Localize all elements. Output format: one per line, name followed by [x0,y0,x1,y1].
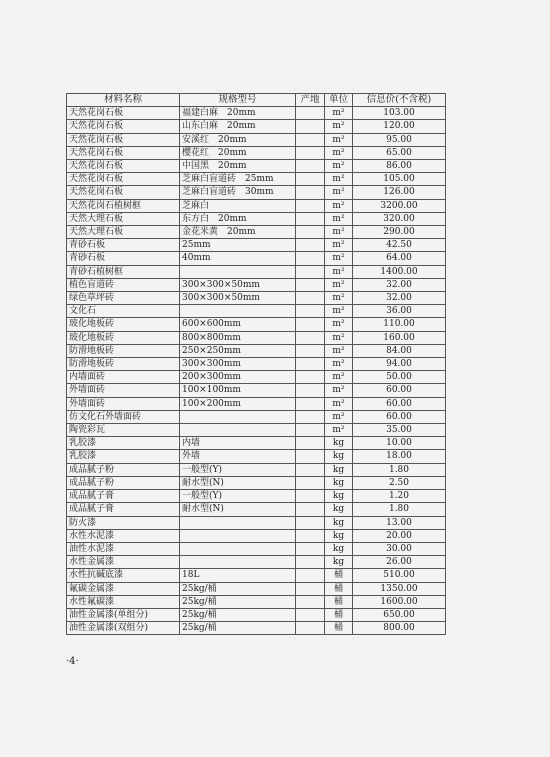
spec-model-cell: 25kg/桶 [180,582,296,595]
price-cell: 120.00 [353,120,446,133]
unit-cell: m² [325,186,353,199]
table-row [67,265,446,278]
material-name-cell: 内墙面砖 [67,371,180,384]
origin-cell [296,622,325,635]
spec-model-cell: 山东白麻 20mm [180,120,296,133]
table-row [67,146,446,159]
price-cell: 20.00 [353,529,446,542]
origin-cell [296,239,325,252]
unit-cell: 桶 [325,608,353,621]
spec-model-cell: 300×300×50mm [180,292,296,305]
table-row [67,595,446,608]
material-name-cell: 水性金属漆 [67,556,180,569]
table-row [67,120,446,133]
spec-model-cell [180,542,296,555]
unit-cell: m² [325,424,353,437]
price-cell: 60.00 [353,384,446,397]
material-name-cell: 防滑地板砖 [67,344,180,357]
origin-cell [296,371,325,384]
unit-cell: m² [325,410,353,423]
material-name-cell: 玻化地板砖 [67,318,180,331]
spec-model-cell: 40mm [180,252,296,265]
material-name-cell: 天然花岗石板 [67,120,180,133]
header-unit: 单位 [325,94,353,107]
origin-cell [296,186,325,199]
price-table [66,93,446,635]
spec-model-cell [180,410,296,423]
price-cell: 94.00 [353,358,446,371]
material-name-cell: 防滑地板砖 [67,358,180,371]
table-row [67,331,446,344]
origin-cell [296,516,325,529]
spec-model-cell: 安溪红 20mm [180,133,296,146]
price-cell: 1400.00 [353,265,446,278]
origin-cell [296,410,325,423]
material-name-cell: 油性金属漆(单组分) [67,608,180,621]
material-name-cell: 氟碳金属漆 [67,582,180,595]
material-name-cell: 天然花岗石板 [67,133,180,146]
material-name-cell: 文化石 [67,305,180,318]
material-name-cell: 外墙面砖 [67,384,180,397]
price-cell: 1.80 [353,503,446,516]
material-name-cell: 青砂石植树框 [67,265,180,278]
unit-cell: kg [325,516,353,529]
price-cell: 800.00 [353,622,446,635]
material-name-cell: 水性水泥漆 [67,529,180,542]
table-row [67,410,446,423]
price-cell: 18.00 [353,450,446,463]
table-row [67,318,446,331]
price-cell: 13.00 [353,516,446,529]
material-name-cell: 天然大理石板 [67,226,180,239]
table-row [67,199,446,212]
origin-cell [296,331,325,344]
unit-cell: kg [325,490,353,503]
material-name-cell: 油性水泥漆 [67,542,180,555]
origin-cell [296,107,325,120]
spec-model-cell: 25kg/桶 [180,608,296,621]
spec-model-cell: 内墙 [180,437,296,450]
price-cell: 64.00 [353,252,446,265]
price-cell: 84.00 [353,344,446,357]
price-cell: 126.00 [353,186,446,199]
table-row [67,252,446,265]
origin-cell [296,463,325,476]
material-name-cell: 成品腻子膏 [67,490,180,503]
table-row [67,305,446,318]
material-name-cell: 植色盲道砖 [67,278,180,291]
spec-model-cell: 一般型(Y) [180,490,296,503]
material-name-cell: 外墙面砖 [67,397,180,410]
origin-cell [296,318,325,331]
header-price: 信息价(不含税) [353,94,446,107]
origin-cell [296,305,325,318]
origin-cell [296,569,325,582]
material-name-cell: 水性氟碳漆 [67,595,180,608]
material-name-cell: 水性抗碱底漆 [67,569,180,582]
material-name-cell: 乳胶漆 [67,437,180,450]
origin-cell [296,344,325,357]
unit-cell: m² [325,226,353,239]
table-row [67,160,446,173]
material-name-cell: 天然花岗石板 [67,107,180,120]
unit-cell: m² [325,305,353,318]
material-name-cell: 乳胶漆 [67,450,180,463]
table-row [67,556,446,569]
price-cell: 1600.00 [353,595,446,608]
spec-model-cell: 芝麻白 [180,199,296,212]
spec-model-cell: 200×300mm [180,371,296,384]
spec-model-cell: 600×600mm [180,318,296,331]
origin-cell [296,384,325,397]
table-row [67,542,446,555]
origin-cell [296,292,325,305]
unit-cell: kg [325,542,353,555]
unit-cell: m² [325,331,353,344]
table-row [67,344,446,357]
material-name-cell: 天然花岗石板 [67,160,180,173]
price-cell: 110.00 [353,318,446,331]
origin-cell [296,450,325,463]
table-row [67,608,446,621]
unit-cell: m² [325,252,353,265]
table-row [67,173,446,186]
unit-cell: kg [325,503,353,516]
header-spec-model: 规格型号 [180,94,296,107]
unit-cell: m² [325,107,353,120]
origin-cell [296,582,325,595]
unit-cell: m² [325,265,353,278]
spec-model-cell: 耐水型(N) [180,476,296,489]
unit-cell: kg [325,556,353,569]
spec-model-cell [180,556,296,569]
table-row [67,226,446,239]
spec-model-cell: 100×200mm [180,397,296,410]
price-cell: 32.00 [353,292,446,305]
table-row [67,107,446,120]
material-name-cell: 陶瓷彩瓦 [67,424,180,437]
material-name-cell: 防火漆 [67,516,180,529]
spec-model-cell [180,529,296,542]
unit-cell: m² [325,344,353,357]
unit-cell: m² [325,384,353,397]
price-cell: 60.00 [353,397,446,410]
table-row [67,239,446,252]
price-cell: 65.00 [353,146,446,159]
unit-cell: 桶 [325,569,353,582]
price-cell: 105.00 [353,173,446,186]
origin-cell [296,265,325,278]
price-cell: 86.00 [353,160,446,173]
unit-cell: m² [325,146,353,159]
price-cell: 36.00 [353,305,446,318]
origin-cell [296,608,325,621]
unit-cell: 桶 [325,582,353,595]
price-cell: 42.50 [353,239,446,252]
table-row [67,503,446,516]
price-cell: 35.00 [353,424,446,437]
origin-cell [296,503,325,516]
spec-model-cell: 东方白 20mm [180,212,296,225]
unit-cell: m² [325,292,353,305]
table-row [67,582,446,595]
origin-cell [296,397,325,410]
origin-cell [296,252,325,265]
table-row [67,278,446,291]
price-cell: 26.00 [353,556,446,569]
table-row [67,476,446,489]
table-row [67,384,446,397]
price-cell: 10.00 [353,437,446,450]
table-row [67,529,446,542]
unit-cell: m² [325,397,353,410]
origin-cell [296,173,325,186]
table-row [67,490,446,503]
header-material-name: 材料名称 [67,94,180,107]
spec-model-cell: 芝麻白盲道砖 25mm [180,173,296,186]
origin-cell [296,160,325,173]
unit-cell: kg [325,437,353,450]
unit-cell: kg [325,529,353,542]
price-cell: 32.00 [353,278,446,291]
price-cell: 103.00 [353,107,446,120]
origin-cell [296,595,325,608]
unit-cell: kg [325,450,353,463]
spec-model-cell: 300×300×50mm [180,278,296,291]
spec-model-cell: 800×800mm [180,331,296,344]
spec-model-cell: 中国黑 20mm [180,160,296,173]
origin-cell [296,424,325,437]
table-row [67,212,446,225]
price-cell: 95.00 [353,133,446,146]
material-name-cell: 成品腻子膏 [67,503,180,516]
spec-model-cell: 25kg/桶 [180,622,296,635]
header-origin: 产地 [296,94,325,107]
spec-model-cell: 樱花红 20mm [180,146,296,159]
origin-cell [296,529,325,542]
spec-model-cell: 芝麻白盲道砖 30mm [180,186,296,199]
origin-cell [296,199,325,212]
unit-cell: m² [325,371,353,384]
unit-cell: m² [325,120,353,133]
unit-cell: m² [325,239,353,252]
origin-cell [296,146,325,159]
price-cell: 1.80 [353,463,446,476]
material-name-cell: 青砂石板 [67,239,180,252]
spec-model-cell: 一般型(Y) [180,463,296,476]
price-cell: 510.00 [353,569,446,582]
unit-cell: m² [325,133,353,146]
origin-cell [296,133,325,146]
spec-model-cell: 300×300mm [180,358,296,371]
unit-cell: m² [325,173,353,186]
unit-cell: m² [325,318,353,331]
price-cell: 320.00 [353,212,446,225]
price-cell: 3200.00 [353,199,446,212]
origin-cell [296,226,325,239]
origin-cell [296,490,325,503]
price-cell: 160.00 [353,331,446,344]
material-name-cell: 油性金属漆(双组分) [67,622,180,635]
table-body [67,107,446,635]
table-row [67,569,446,582]
spec-model-cell: 25kg/桶 [180,595,296,608]
material-name-cell: 天然花岗石植树框 [67,199,180,212]
table-header-row [67,94,446,107]
unit-cell: 桶 [325,595,353,608]
price-cell: 1350.00 [353,582,446,595]
spec-model-cell: 100×100mm [180,384,296,397]
table-row [67,450,446,463]
unit-cell: 桶 [325,622,353,635]
price-cell: 290.00 [353,226,446,239]
table-row [67,463,446,476]
origin-cell [296,278,325,291]
table-row [67,424,446,437]
material-name-cell: 天然花岗石板 [67,146,180,159]
material-name-cell: 天然大理石板 [67,212,180,225]
table-row [67,133,446,146]
origin-cell [296,212,325,225]
unit-cell: m² [325,199,353,212]
table-row [67,437,446,450]
spec-model-cell: 25mm [180,239,296,252]
price-cell: 30.00 [353,542,446,555]
price-cell: 1.20 [353,490,446,503]
unit-cell: kg [325,463,353,476]
origin-cell [296,542,325,555]
price-cell: 650.00 [353,608,446,621]
material-name-cell: 青砂石板 [67,252,180,265]
spec-model-cell [180,305,296,318]
material-name-cell: 玻化地板砖 [67,331,180,344]
spec-model-cell [180,265,296,278]
material-name-cell: 天然花岗石板 [67,186,180,199]
unit-cell: kg [325,476,353,489]
spec-model-cell [180,516,296,529]
table-row [67,622,446,635]
origin-cell [296,437,325,450]
spec-model-cell: 外墙 [180,450,296,463]
page-number: ·4· [66,656,79,667]
spec-model-cell: 耐水型(N) [180,503,296,516]
price-cell: 2.50 [353,476,446,489]
origin-cell [296,120,325,133]
spec-model-cell: 金花米黄 20mm [180,226,296,239]
table-row [67,397,446,410]
origin-cell [296,556,325,569]
price-cell: 60.00 [353,410,446,423]
table-row [67,292,446,305]
origin-cell [296,358,325,371]
spec-model-cell: 18L [180,569,296,582]
unit-cell: m² [325,160,353,173]
spec-model-cell: 250×250mm [180,344,296,357]
material-name-cell: 成品腻子粉 [67,476,180,489]
origin-cell [296,476,325,489]
material-name-cell: 成品腻子粉 [67,463,180,476]
material-name-cell: 仿文化石外墙面砖 [67,410,180,423]
material-name-cell: 天然花岗石板 [67,173,180,186]
table-row [67,516,446,529]
unit-cell: m² [325,358,353,371]
table-row [67,358,446,371]
table-row [67,186,446,199]
table-row [67,371,446,384]
unit-cell: m² [325,278,353,291]
unit-cell: m² [325,212,353,225]
price-cell: 50.00 [353,371,446,384]
material-name-cell: 绿色草坪砖 [67,292,180,305]
spec-model-cell: 福建白麻 20mm [180,107,296,120]
spec-model-cell [180,424,296,437]
